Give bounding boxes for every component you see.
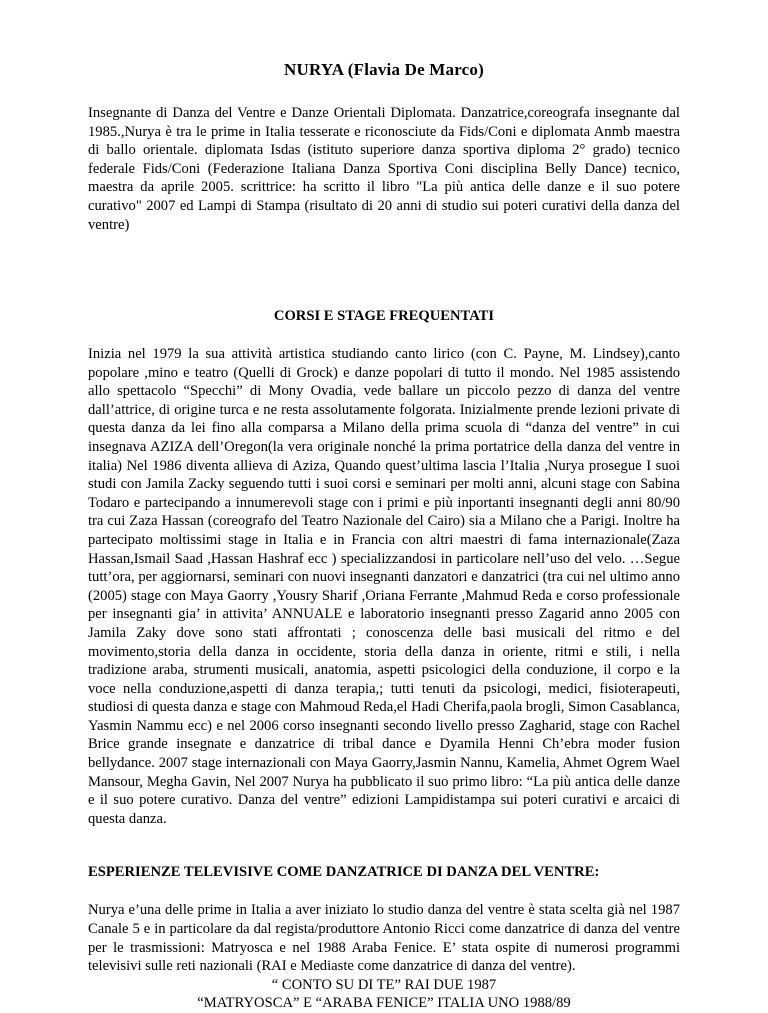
document-title: NURYA (Flavia De Marco) — [284, 60, 484, 79]
intro-paragraph: Insegnante di Danza del Ventre e Danze Orientali Diplomata. Danzatrice,coreografa insegnante dal 1985.,Nurya è tra le prime in Italia tesserate e riconosciute da Fids/Coni e diplomata Anmb maestra di ballo orientale. diplomata Isdas (istituto superiore danza sportiva diploma 2° grado) tecnico federale Fids/Coni (Federazione Italiana Danza Sportiva Coni disciplina Belly Dance) tecnico, maestra da aprile 2005. scrittrice: ha scritto il libro "La più antica delle danze e il suo potere curativo" 2007 ed Lampi di Stampa (risultato di 20 anni di studio sui poteri curativi della danza del ventre) — [88, 105, 680, 233]
document-page — [88, 60, 680, 1013]
section-heading-courses: CORSI E STAGE FREQUENTATI — [273, 308, 495, 324]
tv-line-2: “MATRYOSCA” E “ARABA FENICE” ITALIA UNO 1988/89 — [197, 995, 571, 1012]
courses-paragraph: Inizia nel 1979 la sua attività artistica studiando canto lirico (con C. Payne, M. Lindsey),canto popolare ,mino e teatro (Quelli di Grock) e danze popolari di tutto il mondo. Nel 1985 assistendo allo spettacolo “Specchi” di Mony Ovadia, vede ballare un piccolo pezzo di danza del ventre dall’attrice, di origine turca e ne resta assolutamente folgorata. Inizialmente prende lezioni private di questa danza da lei fino alla comparsa a Milano della prima scuola di “danza del ventre” in cui insegnava AZIZA dell’Oregon(la vera originale nonché la prima portatrice della danza del ventre in italia) Nel 1986 diventa allieva di Aziza, Quando quest’ultima lascia l’Italia ,Nurya prosegue I suoi studi con Jamila Zacky seguendo tutti i suoi corsi e seminari per molti anni, alcuni stage con Sabina Todaro e partecipando a innumerevoli stage con i primi e più inportanti insegnanti degli anni 80/90 tra cui Zaza Hassan (coreografo del Teatro Nazionale del Cairo) sia a Milano che a Parigi. Inoltre ha partecipato moltissimi stage in Italia e in Francia con altri maestri di fama internazionale(Zaza Hassan,Ismail Saad ,Hassan Hashraf ecc ) specializzandosi in particolare nell’uso del velo. …Segue tutt’ora, per aggiornarsi, seminari con nuovi insegnanti danzatori e danzatrici (tra cui nel ultimo anno (2005) stage con Maya Gaorry ,Yousry Sharif ,Oriana Ferrante ,Mahmud Reda e corso professionale per insegnanti gia’ in attivita’ ANNUALE e laboratorio insegnanti presso Zagarid anno 2005 con Jamila Zaky dove sono stati affrontati ; conoscenza delle basi musicali del ritmo e del movimento,storia della danza in occidente, storia della danza in oriente, ritmi e stili, i nella tradizione araba, strumenti musicali, anatomia, aspetti psicologici della conduzione, il corpo e la voce nella conduzione,aspetti di danza terapia,; tutti tenuti da psicologi, medici, fisioterapeuti, studiosi di questa danza e stage con Mahmoud Reda,el Hadi Cherifa,paola brogli, Simon Casablanca, Yasmin Nammu ecc) e nel 2006 corso insegnanti secondo livello presso Zagharid, stage con Rachel Brice grande insegnate e danzatrice di tribal dance e Dyamila Henni Ch’ebra moder fusion bellydance. 2007 stage internazionali con Maya Gaorry,Jasmin Nannu, Kamelia, Ahmet Ogrem Wael Mansour, Megha Gavin, Nel 2007 Nurya ha pubblicato il suo primo libro: “La più antica delle danze e il suo potere curativo. Danza del ventre” edizioni Lampidistampa sui poteri curativi e arcaici di questa danza. — [88, 346, 680, 827]
tv-line-1: “ CONTO SU DI TE” RAI DUE 1987 — [271, 976, 497, 993]
section-heading-tv: ESPERIENZE TELEVISIVE COME DANZATRICE DI DANZA DEL VENTRE: — [88, 864, 600, 881]
tv-paragraph: Nurya e’una delle prime in Italia a aver iniziato lo studio danza del ventre è stata scelta già nel 1987 Canale 5 e in particolare da dal regista/produttore Antonio Ricci come danzatrice di danza del ventre per le trasmissioni: Matryosca e nel 1988 Araba Fenice. E’ stata ospite di numerosi programmi televisivi sulle reti nazionali (RAI e Mediaste come danzatrice di danza del ventre). — [88, 902, 680, 975]
